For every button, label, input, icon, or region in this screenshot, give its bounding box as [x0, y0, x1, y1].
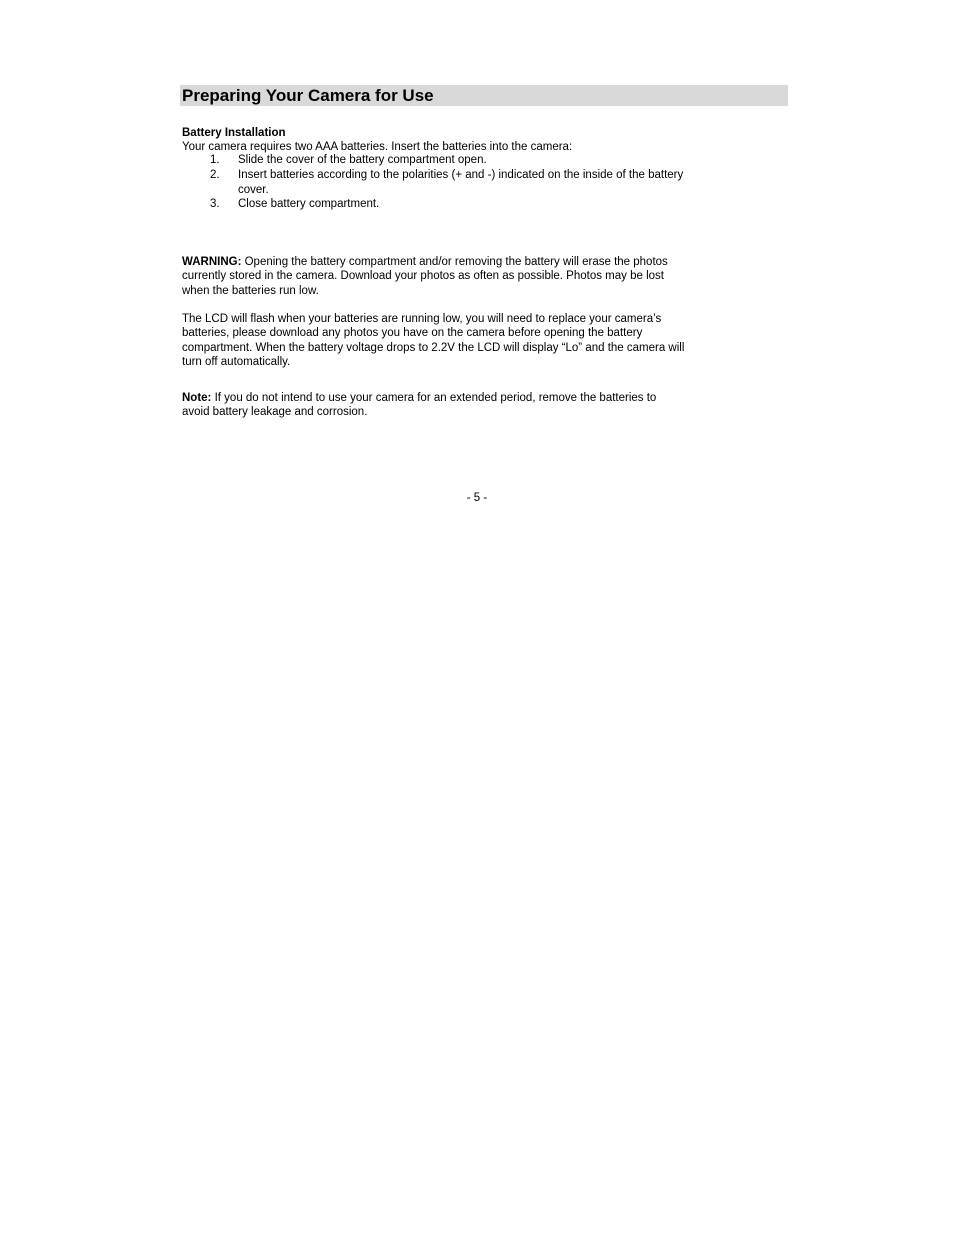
note-paragraph	[182, 391, 656, 420]
lcd-text: The LCD will flash when your batteries are running low, you will need to replace your camera’s	[182, 313, 662, 325]
step-number: 3.	[210, 197, 220, 210]
lcd-text: compartment. When the battery voltage drops to 2.2V the LCD will display “Lo” and the camera will	[182, 341, 685, 354]
installation-steps-list	[182, 153, 742, 211]
battery-installation-intro: Your camera requires two AAA batteries. Insert the batteries into the camera:	[182, 141, 573, 153]
note-text: If you do not intend to use your camera for an extended period, remove the batteries to	[211, 392, 657, 404]
warning-text: Opening the battery compartment and/or removing the battery will erase the photos	[241, 256, 668, 268]
section-heading-bar	[180, 85, 788, 106]
step-number: 2.	[210, 169, 220, 182]
step-text: Slide the cover of the battery compartment open.	[238, 154, 487, 166]
page-number: - 5 -	[466, 492, 488, 504]
warning-label: WARNING:	[182, 256, 242, 268]
list-item	[182, 153, 742, 167]
step-text: Close battery compartment.	[238, 197, 380, 210]
warning-text: when the batteries run low.	[182, 284, 319, 297]
warning-text: currently stored in the camera. Download your photos as often as possible. Photos may be lost	[182, 270, 664, 283]
warning-paragraph	[182, 255, 668, 298]
lcd-text: batteries, please download any photos you have on the camera before opening the battery	[182, 327, 643, 340]
section-heading: Preparing Your Camera for Use	[182, 86, 434, 105]
step-number: 1.	[210, 154, 220, 166]
lcd-paragraph	[182, 312, 684, 369]
step-text: cover.	[238, 183, 269, 196]
list-item	[182, 168, 742, 197]
list-item	[182, 197, 742, 211]
note-text: avoid battery leakage and corrosion.	[182, 406, 368, 419]
battery-installation-subheading: Battery Installation	[182, 127, 286, 139]
note-label: Note:	[182, 392, 212, 404]
step-text: Insert batteries according to the polarities (+ and -) indicated on the inside of the battery	[238, 169, 684, 182]
lcd-text: turn off automatically.	[182, 355, 291, 368]
